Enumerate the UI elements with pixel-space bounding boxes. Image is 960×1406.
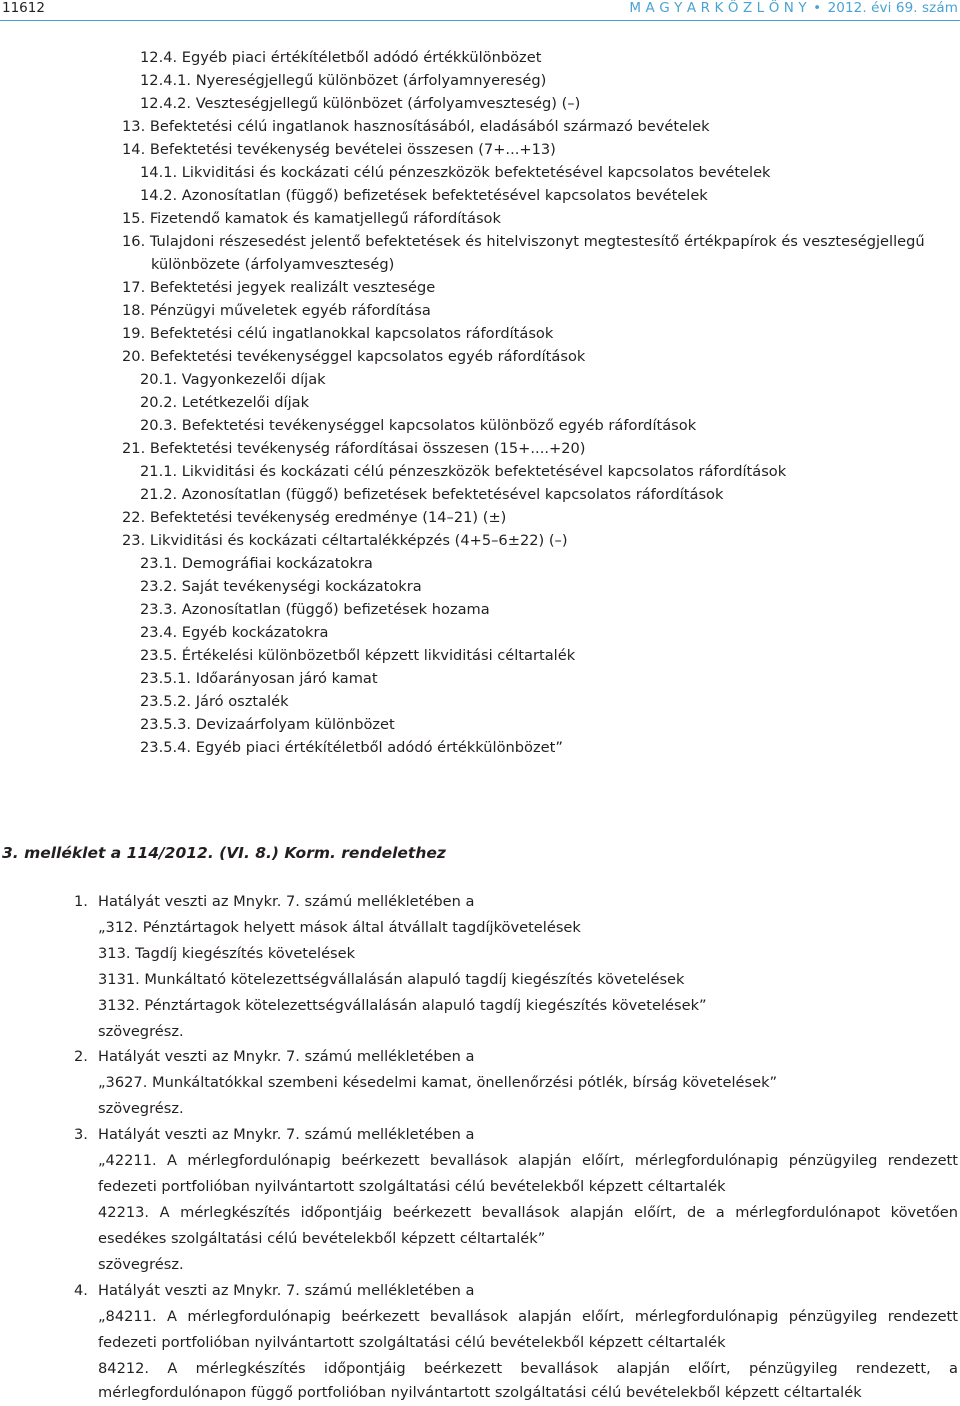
list-item: 23.3. Azonosítatlan (függő) befizetések hozama [140, 601, 490, 618]
quoted-line: 84212. A mérlegkészítés időpontjáig beérkezett bevallások alapján előírt, pénzügyileg rendezett, a [98, 1360, 958, 1377]
quoted-line: 3131. Munkáltató kötelezettségvállalásán alapuló tagdíj kiegészítés követelések [98, 971, 685, 988]
item-number: 3. [74, 1126, 88, 1143]
item-number: 1. [74, 893, 88, 910]
item-end: szövegrész. [98, 1256, 184, 1273]
quoted-line: esedékes szolgáltatási célú bevételekből képzett céltartalék” [98, 1230, 546, 1247]
list-item: 17. Befektetési jegyek realizált vesztesége [122, 279, 436, 296]
list-item: 20.2. Letétkezelői díjak [140, 394, 310, 411]
journal-name: M A G Y A R K Ö Z L Ö N Y [629, 0, 807, 16]
quoted-line: 3132. Pénztártagok kötelezettségvállalásán alapuló tagdíj kiegészítés követelések” [98, 997, 707, 1014]
list-item: 15. Fizetendő kamatok és kamatjellegű ráfordítások [122, 210, 501, 227]
list-item: 18. Pénzügyi műveletek egyéb ráfordítása [122, 302, 431, 319]
quoted-line: mérlegfordulónapon függő portfolióban nyilvántartott szolgáltatási célú bevételekből képzett céltartalék [98, 1384, 862, 1401]
separator-dot: • [808, 0, 826, 16]
quoted-line: 313. Tagdíj kiegészítés követelések [98, 945, 356, 962]
item-number: 4. [74, 1282, 88, 1299]
item-heading: Hatályát veszti az Mnykr. 7. számú mellékletében a [98, 893, 475, 910]
list-item: 22. Befektetési tevékenység eredménye (14–21) (±) [122, 509, 507, 526]
list-item: 20.3. Befektetési tevékenységgel kapcsolatos különböző egyéb ráfordítások [140, 417, 697, 434]
list-item: 23.5.1. Időarányosan járó kamat [140, 670, 378, 687]
page-header [0, 0, 960, 20]
list-item: 23.4. Egyéb kockázatokra [140, 624, 329, 641]
item-heading: Hatályát veszti az Mnykr. 7. számú mellékletében a [98, 1048, 475, 1065]
annex-title: 3. melléklet a 114/2012. (VI. 8.) Korm. rendelethez [2, 844, 446, 862]
item-heading: Hatályát veszti az Mnykr. 7. számú mellékletében a [98, 1282, 475, 1299]
list-item: 23.5.4. Egyéb piaci értékítéletből adódó értékkülönbözet” [140, 739, 563, 756]
quoted-line: 42213. A mérlegkészítés időpontjáig beérkezett bevallások alapján előírt, de a mérlegfordulónapot követően [98, 1204, 958, 1221]
quoted-line: „42211. A mérlegfordulónapig beérkezett bevallások alapján előírt, mérlegfordulónapig pénzügyileg rendezett [98, 1152, 958, 1169]
item-number: 2. [74, 1048, 88, 1065]
journal-issue: 2012. évi 69. szám [827, 0, 958, 16]
list-item: 23. Likviditási és kockázati céltartalékképzés (4+5–6±22) (–) [122, 532, 568, 549]
list-item-continuation: különbözete (árfolyamveszteség) [151, 256, 395, 273]
list-item: 20.1. Vagyonkezelői díjak [140, 371, 326, 388]
list-item: 12.4.1. Nyereségjellegű különbözet (árfolyamnyereség) [140, 72, 547, 89]
list-item: 23.5.2. Járó osztalék [140, 693, 289, 710]
list-item: 21.2. Azonosítatlan (függő) befizetések befektetésével kapcsolatos ráfordítások [140, 486, 724, 503]
list-item: 19. Befektetési célú ingatlanokkal kapcsolatos ráfordítások [122, 325, 554, 342]
list-item: 21.1. Likviditási és kockázati célú pénzeszközök befektetésével kapcsolatos ráfordítások [140, 463, 787, 480]
quoted-line: „312. Pénztártagok helyett mások által átvállalt tagdíjkövetelések [98, 919, 581, 936]
quoted-line: fedezeti portfolióban nyilvántartott szolgáltatási célú bevételekből képzett céltartalék [98, 1334, 726, 1351]
item-heading: Hatályát veszti az Mnykr. 7. számú mellékletében a [98, 1126, 475, 1143]
quoted-line: „3627. Munkáltatókkal szembeni késedelmi kamat, önellenőrzési pótlék, bírság követelések” [98, 1074, 778, 1091]
header-rule [0, 20, 960, 21]
list-item: 14.2. Azonosítatlan (függő) befizetések befektetésével kapcsolatos bevételek [140, 187, 708, 204]
list-item: 14.1. Likviditási és kockázati célú pénzeszközök befektetésével kapcsolatos bevételek [140, 164, 771, 181]
list-item: 20. Befektetési tevékenységgel kapcsolatos egyéb ráfordítások [122, 348, 586, 365]
list-item: 12.4.2. Veszteségjellegű különbözet (árfolyamveszteség) (–) [140, 95, 581, 112]
journal-title [629, 0, 958, 16]
item-end: szövegrész. [98, 1023, 184, 1040]
list-item: 12.4. Egyéb piaci értékítéletből adódó értékkülönbözet [140, 49, 542, 66]
quoted-line: „84211. A mérlegfordulónapig beérkezett bevallások alapján előírt, mérlegfordulónapig pénzügyileg rendezett [98, 1308, 958, 1325]
page-number: 11612 [2, 0, 45, 16]
quoted-line: fedezeti portfolióban nyilvántartott szolgáltatási célú bevételekből képzett céltartalék [98, 1178, 726, 1195]
list-item: 13. Befektetési célú ingatlanok hasznosításából, eladásából származó bevételek [122, 118, 710, 135]
list-item: 23.2. Saját tevékenységi kockázatokra [140, 578, 422, 595]
list-item: 23.5. Értékelési különbözetből képzett likviditási céltartalék [140, 647, 576, 664]
item-end: szövegrész. [98, 1100, 184, 1117]
list-item: 23.1. Demográfiai kockázatokra [140, 555, 373, 572]
list-item: 16. Tulajdoni részesedést jelentő befektetések és hitelviszonyt megtestesítő értékpapírok és veszteségjellegű [122, 233, 925, 250]
list-item: 14. Befektetési tevékenység bevételei összesen (7+...+13) [122, 141, 556, 158]
list-item: 23.5.3. Devizaárfolyam különbözet [140, 716, 395, 733]
list-item: 21. Befektetési tevékenység ráfordításai összesen (15+....+20) [122, 440, 586, 457]
